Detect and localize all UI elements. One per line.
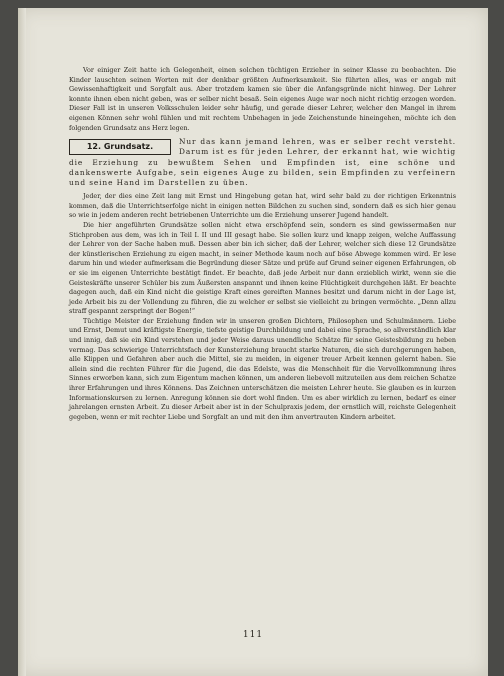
- section-heading-block: [69, 137, 456, 188]
- page-spine-shadow: [18, 8, 26, 676]
- page-body: [69, 66, 456, 422]
- book-page: [18, 8, 488, 676]
- intro-paragraph: Vor einiger Zeit hatte ich Gelegenheit, einen solchen tüchtigen Erzieher in seiner Klasse zu beobachten. Die Kinder lauschten seinen Worten mit der denkbar größten Aufmerksamkeit. Sie führten alles, was er angab mit Gewissenhaftigkeit und Sorgfalt aus. Aber trotzdem kamen sie über die Anfangsgründe nicht hinweg. Der Lehrer konnte ihnen eben nicht geben, was er selber nicht besaß. Sein eigenes Auge war noch nicht richtig erzogen worden. Dieser Fall ist in unseren Volksschulen leider sehr häufig, und gerade dieser Lehrer, welcher den Mangel in ihrem eigenen Können sehr wohl fühlen und mit rechtem Unbehagen in jede Zeichenstunde hineingehen, möchte ich den folgenden Grundsatz ans Herz legen.: [69, 66, 456, 132]
- section-title-box: 12. Grundsatz.: [69, 139, 171, 155]
- principle-text: Nur das kann jemand lehren, was er selber recht versteht. Darum ist es für jeden Lehrer, der erkannt hat, wie wichtig die Erziehung zu bewußtem Sehen und Empfinden ist, eine schöne und dankenswerte Aufgabe, sein eigenes Auge zu bilden, sein Empfinden zu verfeinern und seine Hand im Darstellen zu üben.: [69, 137, 456, 187]
- body-paragraph-3: Die hier angeführten Grundsätze sollen nicht etwa erschöpfend sein, sondern es sind gewissermaßen nur Stichproben aus dem, was ich in Teil I. II und III gesagt habe. Sie sollen kurz und knapp zeigen, welche Auffassung der Lehrer von der Sache haben muß. Dessen aber bin ich sicher, daß der Lehrer, welcher sich diese 12 Grundsätze der künstlerischen Erziehung zu eigen macht, in seiner Methode kaum noch auf böse Abwege kommen wird. Er lese darum hin und wieder aufmerksam die Begründung dieser Sätze und prüfe auf Grund seiner eigenen Erfahrungen, ob er sie im eigenen Unterrichte bestätigt findet. Er beachte, daß jede Arbeit nur dann erzieblich wirkt, wenn sie die Geisteskräfte unserer Schüler bis zum Äußersten anspannt und ihnen keine Flüchtigkeit durchgehen läßt. Er beachte dagegen auch, daß ein Kind nicht die geistige Kraft eines gereiften Mannes besitzt und darum nicht in der Lage ist, jede Arbeit bis zu der Vollendung zu führen, die zu welcher er selbst sie vielleicht zu bringen vermöchte. „Denn allzu straff gespannt zerspringt der Bogen!“: [69, 220, 456, 316]
- body-paragraph-4: Tüchtige Meister der Erziehung finden wir in unseren großen Dichtern, Philosophen und Schulmännern. Liebe und Ernst, Demut und kräftigste Energie, tiefste geistige Durchbildung und dabei eine Sprache, so allverständlich klar und innig, daß sie ein Kind verstehen und jeder Weise daraus unendliche Schätze für seine Geistesbildung zu heben vermag. Das schwierige Unterrichtsfach der Kunsterziehung braucht starke Naturen, die sich durchgerungen haben, alle Klippen und Gefahren aber auch die Mittel, sie zu meiden, in eigener treuer Arbeit kennen gelernt haben. Sie allein sind die rechten Führer für die Jugend, die das Edelste, was die Menschheit für die Vervollkommnung ihres Sinnes erworben kann, sich zum Eigentum machen können, um anderen liebevoll mitzuteilen aus dem reichen Schatze ihrer Erfahrungen und ihres Könnens. Das Zeichnen unterschätzen die meisten Lehrer heute. Sie glauben es in kurzen Informationskursen zu lernen. Anregung können sie dort wohl finden. Um es aber wirklich zu lernen, bedarf es einer jahrelangen ernsten Arbeit. Zu dieser Arbeit aber ist in der Schulpraxis jedem, der ernstlich will, reichste Gelegenheit gegeben, wenn er mit rechter Liebe und Sorgfalt an und mit den ihm anvertrauten Kindern arbeitet.: [69, 316, 456, 421]
- page-number: 111: [242, 630, 264, 640]
- body-paragraph-2: Jeder, der dies eine Zeit lang mit Ernst und Hingebung getan hat, wird sehr bald zu der richtigen Erkenntnis kommen, daß die Unterrichtserfolge nicht in einigen netten Bildchen zu suchen sind, sondern daß es sich hier genau so wie in jedem anderen recht betriebenen Unterrichte um die Erziehung unserer Jugend handelt.: [69, 192, 456, 220]
